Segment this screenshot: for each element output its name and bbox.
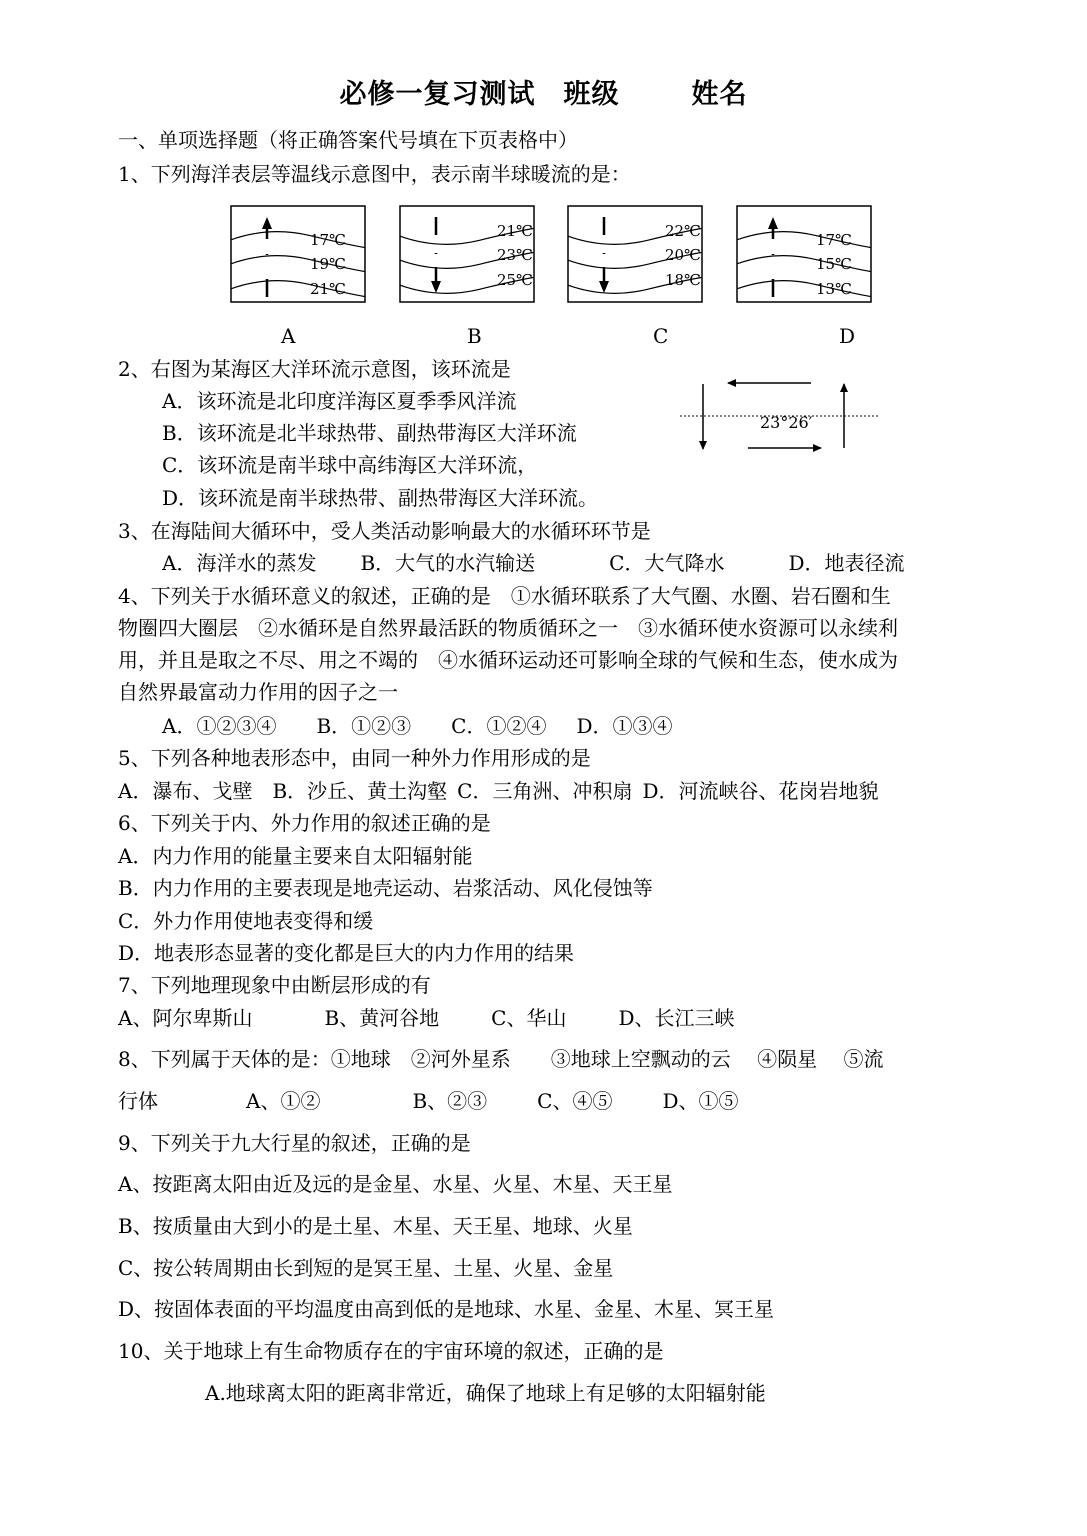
- q5-option-a: A．瀑布、戈壁: [118, 779, 253, 803]
- q3-option-c: C．大气降水: [609, 551, 725, 575]
- q2-option-a: A．该环流是北印度洋海区夏季季风洋流: [162, 389, 517, 413]
- q5-options: [118, 779, 879, 803]
- q7-option-b: B、黄河谷地: [324, 1006, 440, 1030]
- q8-line2: [118, 1089, 739, 1113]
- q2-stem: 2、右图为某海区大洋环流示意图，该环流是: [118, 357, 511, 381]
- q9-stem: 9、下列关于九大行星的叙述，正确的是: [118, 1131, 471, 1155]
- arrow-head: [768, 217, 778, 229]
- page-title: [0, 72, 1087, 111]
- q4-option-c: C．①②④: [451, 714, 547, 738]
- arrow-head: [599, 281, 609, 293]
- q8-option-b: B、②③: [412, 1089, 488, 1113]
- isotherm-diagram-c: [567, 205, 703, 303]
- q5-option-b: B．沙丘、黄土沟壑: [272, 779, 448, 803]
- q4-line2: 物圈四大圈层 ②水循环是自然界最活跃的物质循环之一 ③水循环使水资源可以永续利: [118, 616, 898, 640]
- q8-option-c: C、④⑤: [537, 1089, 613, 1113]
- temperature-label: 18℃: [665, 271, 701, 289]
- q6-option-d: D．地表形态显著的变化都是巨大的内力作用的结果: [118, 941, 575, 965]
- q2-circulation-diagram: [678, 372, 883, 457]
- arrow-head: [431, 281, 441, 293]
- arrow-head: [262, 217, 272, 229]
- temperature-label: 20℃: [665, 246, 701, 264]
- q9-option-d: D、按固体表面的平均温度由高到低的是地球、水星、金星、木星、冥王星: [118, 1297, 775, 1321]
- q3-option-d: D．地表径流: [788, 551, 905, 575]
- diagram-label-d: D: [839, 324, 856, 348]
- exam-title: 必修一复习测试: [339, 79, 536, 110]
- q7-option-a: A、阿尔卑斯山: [118, 1006, 253, 1030]
- isotherm-diagram-d: [736, 205, 872, 303]
- q3-stem: 3、在海陆间大循环中，受人类活动影响最大的水循环环节是: [118, 519, 651, 543]
- q2-option-d: D．该环流是南半球热带、副热带海区大洋环流。: [162, 486, 599, 510]
- isotherm-diagram-b: [399, 205, 535, 303]
- q7-option-c: C、华山: [491, 1006, 567, 1030]
- temperature-label: 17℃: [310, 231, 346, 249]
- q3-option-a: A．海洋水的蒸发: [162, 551, 317, 575]
- temperature-label: 21℃: [310, 280, 346, 298]
- q4-options: [162, 714, 673, 738]
- q5-option-d: D．河流峡谷、花岗岩地貌: [642, 779, 879, 803]
- q6-option-b: B．内力作用的主要表现是地壳运动、岩浆活动、风化侵蚀等: [118, 876, 653, 900]
- q8-option-d: D、①⑤: [662, 1089, 739, 1113]
- q10-stem: 10、关于地球上有生命物质存在的宇宙环境的叙述，正确的是: [118, 1339, 664, 1363]
- q7-options: [118, 1006, 735, 1030]
- section-heading: 一、单项选择题（将正确答案代号填在下页表格中）: [118, 128, 578, 152]
- q3-option-b: B．大气的水汽输送: [360, 551, 536, 575]
- temperature-label: 25℃: [497, 271, 533, 289]
- q4-line1: 4、下列关于水循环意义的叙述，正确的是 ①水循环联系了大气圈、水圈、岩石圈和生: [118, 584, 891, 608]
- q9-option-a: A、按距离太阳由近及远的是金星、水星、火星、木星、天王星: [118, 1172, 673, 1196]
- temperature-label: 17℃: [816, 231, 852, 249]
- q4-option-a: A．①②③④: [162, 714, 277, 738]
- temperature-label: 23℃: [497, 246, 533, 264]
- temperature-label: 21℃: [497, 222, 533, 240]
- q8-line2-start: 行体: [118, 1089, 158, 1113]
- q8-line1: 8、下列属于天体的是：①地球 ②河外星系 ③地球上空飘动的云 ④陨星 ⑤流: [118, 1047, 884, 1071]
- class-label: 班级: [563, 79, 620, 110]
- q4-option-b: B．①②③: [316, 714, 412, 738]
- latitude-label: 23°26′: [760, 413, 813, 432]
- q1-stem: 1、下列海洋表层等温线示意图中，表示南半球暖流的是：: [118, 162, 631, 186]
- q7-stem: 7、下列地理现象中由断层形成的有: [118, 973, 431, 997]
- q9-option-c: C、按公转周期由长到短的是冥王星、土星、火星、金星: [118, 1256, 614, 1280]
- q4-line4: 自然界最富动力作用的因子之一: [118, 680, 398, 704]
- q8-option-a: A、①②: [246, 1089, 321, 1113]
- temperature-label: 15℃: [816, 255, 852, 273]
- q5-option-c: C．三角洲、冲积扇: [457, 779, 633, 803]
- temperature-label: 22℃: [665, 222, 701, 240]
- q6-option-a: A．内力作用的能量主要来自太阳辐射能: [118, 844, 473, 868]
- q7-option-d: D、长江三峡: [618, 1006, 735, 1030]
- q2-option-c: C．该环流是南半球中高纬海区大洋环流，: [162, 453, 538, 477]
- q9-option-b: B、按质量由大到小的是土星、木星、天王星、地球、火星: [118, 1214, 633, 1238]
- q6-option-c: C．外力作用使地表变得和缓: [118, 909, 374, 933]
- diagram-label-b: B: [467, 324, 482, 348]
- q6-stem: 6、下列关于内、外力作用的叙述正确的是: [118, 811, 491, 835]
- diagram-label-c: C: [653, 324, 669, 348]
- q4-option-d: D．①③④: [576, 714, 673, 738]
- q4-line3: 用，并且是取之不尽、用之不竭的 ④水循环运动还可影响全球的气候和生态，使水成为: [118, 648, 898, 672]
- diagram-label-a: A: [281, 324, 296, 348]
- isotherm-diagram-a: [230, 205, 366, 303]
- temperature-label: 19℃: [310, 255, 346, 273]
- q10-option-a: A.地球离太阳的距离非常近，确保了地球上有足够的太阳辐射能: [205, 1381, 766, 1405]
- q2-option-b: B．该环流是北半球热带、副热带海区大洋环流: [162, 421, 577, 445]
- name-label: 姓名: [691, 79, 748, 110]
- q3-options: [162, 551, 905, 575]
- temperature-label: 13℃: [816, 280, 852, 298]
- q5-stem: 5、下列各种地表形态中，由同一种外力作用形成的是: [118, 746, 591, 770]
